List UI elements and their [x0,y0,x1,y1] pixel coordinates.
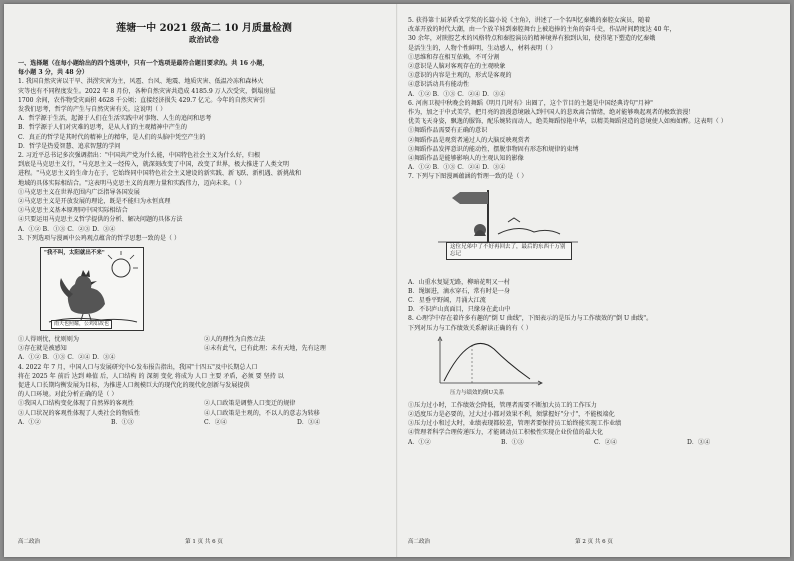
answer-choices: A．①② B．①③ C．②④ D．③④ [18,354,116,362]
answer-choices: A．①② B．①③ C．②③ D．③④ [18,225,116,233]
question-text: 作为，加之于中式美学，把月亮的浪漫意境融入到中国人的悲欢离合情绪，绝对能够唤起观者的极致浪漫！ [408,109,695,117]
statement-option: ②舞蹈作品是观赏者通过人的大脑反映观赏者 [408,136,530,144]
signpost-illustration [438,184,578,244]
statement-option: ③压力过小和过大时，业绩表现都较差，管理者要保持员工始终能实现工作业绩 [408,420,622,428]
statement-option: ②人的理性为自然立法 [204,336,265,344]
question-text: 5. 获得第十届茅盾文学奖的长篇小说《主角》，讲述了一个名叫忆秦娥的秦腔女演员，随着 [408,17,651,24]
question-text: 2. 习近平总书记多次强调指出："中国共产党为什么能，中国特色社会主义为什么好，归根 [18,152,261,160]
answer-option: B．哲学源于人们对灾难的思考，是从人们的主观精神中产生的 [18,124,188,132]
cartoon-caption: 这位兄弟中了不好再回去了，最后的东西千万别忘记 [446,242,572,260]
rooster-cartoon [40,247,144,331]
question-text: 30 余年，对陕腔艺术的风格特点和秦腔演员的精神境界有独到认知，使得笔下塑造的忆秦娥 [408,35,656,43]
section-instructions: 一、选择题（在每小题给出的四个选项中，只有一个选项是最符合题目要求的。共 16 小题， [18,60,269,67]
question-text: 到底是马克思主义行，"马克思主义一经传入，就深刻改变了中国，改变了世界，极大推进了人类文明 [18,161,289,169]
statement-option: ①人得则忧，忧则则为 [18,336,79,344]
question-text: 下列对压力与工作绩效关系解读正确的有（ ） [408,324,532,332]
statement-option: ②马克思主义是开放发展的理论，既是不能归为永恒真理 [18,198,171,206]
statement-option: ①马克思主义在世界范围内广泛指导各国发展 [18,188,140,196]
statement-option: ③人口状况的客观性体现了人类社会的物质性 [18,409,140,417]
answer-option: D．不识庐山真面目，只缘身在此山中 [408,306,511,314]
statement-option: ①我国人口结构变化体现了自然界的客观性 [18,400,134,408]
statement-row [18,344,390,353]
question-text: 灾等也有不同程度发生。2022 年 8 月份，各种自然灾害共造成 4185.9 万人次受灾，倒塌房屋 [18,87,276,95]
page-footer [408,538,780,546]
statement-option: ③舞蹈作品发挥意识的能动性，摆脱事物固有形态和规律的束缚 [408,145,579,153]
left-page [18,10,390,548]
choice-d: D．③④ [297,418,321,426]
question-text: 6. 河南卫视中秋晚会的舞蹈《明月几时有》出圈了，这个节目的主题是中国经典诗句"月神" [408,99,653,107]
question-text: 进程。"马克思主义的生命力在于，它始终同中国特色社会主义建设的新实践、新飞跃、新机遇、新挑战和 [18,170,302,178]
question-text: 4. 2022 年 7 月，中国人口与发展研究中心发布报告指出，我国"十四五"及中长期总人口 [18,363,258,371]
inverted-u-graph [430,335,550,399]
answer-option: A．山重水复疑无路，柳暗花明又一村 [408,278,510,286]
question-text: 促进人口长期均衡发展为目标，为推进人口规模巨大的现代化的现代化创新与发展提供 [18,382,250,390]
question-text: 优美飞天身姿，飘逸的服饰，配乐婉转而动人，绝美舞蹈惊艳中华，以精美舞蹈营造的意境使人如痴如醉。这表明（ ） [408,118,727,126]
signpost-cartoon [438,184,578,276]
cartoon-caption: 雨天也照耀，公鸡如故也 [51,320,112,329]
statement-row [18,335,390,344]
question-text: 的人口环境。对此分析正确的是（ ） [18,391,118,399]
cartoon-speech: "我不叫，太阳就出不来" [44,250,105,257]
school-title: 莲塘一中 2021 级高二 10 月质量检测 [116,23,292,34]
statement-row [18,399,390,408]
statement-option: ④舞蹈作品是能够影响人的主观认知的影像 [408,155,524,163]
answer-option: A．哲学源于生活，起源于人们在生活实践中对事物、人生的追问和思考 [18,115,212,123]
question-text: 3. 下列选项与漫画中公鸡观点蕴含的哲学思想一致的是（ ） [18,234,181,242]
answer-option: D．哲学是热爱智慧、追求智慧的学问 [18,142,121,150]
statement-option: ②意识是人脑对客观存在的主观映象 [408,63,506,71]
answer-option: C．真正的哲学是其时代的精神上的精华，是人们的头脑中凭空产生的 [18,133,206,141]
statement-option: ①压力过小时，工作绩效会降低，管理者需要不断加大员工的工作压力 [408,401,597,409]
statement-option: ②人口政策是调整人口变迁的规律 [204,400,296,408]
answer-option: B．绳锯进，滴水穿石，常有时是一身 [408,287,510,295]
graph-caption: 压力与绩效的倒U关系 [450,389,505,396]
choice-b: B．①③ [501,438,524,446]
answer-choices: A．①② B．①③ C．②④ D．③④ [408,164,506,172]
statement-option: ③意识的内容是主观的，形式是客观的 [408,72,512,80]
answer-choices: A．①② B．①③ C．②④ D．③④ [408,90,506,98]
question-text: 将在 2025 年 前后 达到 峰值 后，人口结构 的 深刻 变化 将成为 人口 主要 矛盾，必须 要 坚持 以 [18,372,284,380]
page-footer [18,538,390,546]
choice-a: A．①② [408,438,431,446]
question-text: 地域的具体实际相结合。"这表明马克思主义的真理力量和实践伟力，迈向未来。（ ） [18,179,246,187]
statement-option: ③马克思主义基本原理同中国实际相结合 [18,207,128,215]
footer-subject: 高二政治 [408,539,431,545]
question-text: 1700 余间，农作物受灾面积 4628 千公顷；直接经济损失 429.7 亿元。今年的自然灾害引 [18,96,266,104]
statement-option: ④意识活动具有能动性 [408,81,469,89]
choice-d: D．③④ [687,438,711,446]
statement-option: ④人口政策是主观的，不以人的意志为转移 [204,409,320,417]
footer-subject: 高二政治 [18,539,41,545]
inverted-u-curve [430,335,550,391]
answer-option: C．星垂平野阔，月涌大江流 [408,297,486,305]
choice-a: A．①② [18,418,41,426]
question-text: 发我们思考，哲学的产生与自然灾害有关。这说明（ ） [18,106,167,114]
statement-option: ④只要运用马克思主义哲学提供的分析、解决问题的具体方法 [18,216,183,224]
answer-choices [408,438,780,447]
statement-option: ②适度压力是必要的，过大过小都对效果不利，须掌握好"分寸"，不能极端化 [408,411,615,419]
subject-title: 政治试卷 [189,35,219,44]
statement-row [18,409,390,418]
choice-c: C．②④ [594,438,617,446]
rooster-illustration [41,248,143,330]
statement-option: ①舞蹈作品需要有正确的意识 [408,127,488,135]
choice-b: B．①③ [111,418,134,426]
answer-choices [18,418,390,427]
statement-option: ①思维和存在相互依赖，不可分割 [408,53,500,61]
question-text: 7. 下列与下图漫画蕴涵的哲理一致的是（ ） [408,173,528,181]
question-text: 是活生生的，人物个性鲜明，生动感人，材料表明（ ） [408,44,557,52]
statement-option: ④管理者科学合理传递压力，才能调动员工积极性实现企业价值的最大化 [408,429,603,437]
statement-option: ③存在就是被感知 [18,345,67,353]
exam-sheet [4,4,790,557]
right-page [408,10,780,548]
question-text: 8. 心理学中存在着许多有趣的"倒 U 曲线"，下图表示的是压力与工作绩效的"倒 U 曲线"。 [408,315,653,323]
page-fold [396,4,398,557]
page-number: 第 2 页 共 6 页 [575,539,613,545]
statement-option: ④未有此气，已有此理；未有天地，先有这理 [204,345,326,353]
question-text: 1. 我国自然灾害以干旱、洪涝灾害为主，风雹、台风、地震、地质灾害、低温冷冻和森林火 [18,78,264,86]
question-text: 改革开放的时代大潮，由一个放羊娃到秦腔舞台上被追捧的主角的奋斗史，作品时间跨度达 40 年， [408,26,676,34]
page-number: 第 1 页 共 6 页 [185,539,223,545]
choice-c: C．②④ [204,418,227,426]
section-instructions: 每小题 3 分，共 48 分） [18,69,88,77]
